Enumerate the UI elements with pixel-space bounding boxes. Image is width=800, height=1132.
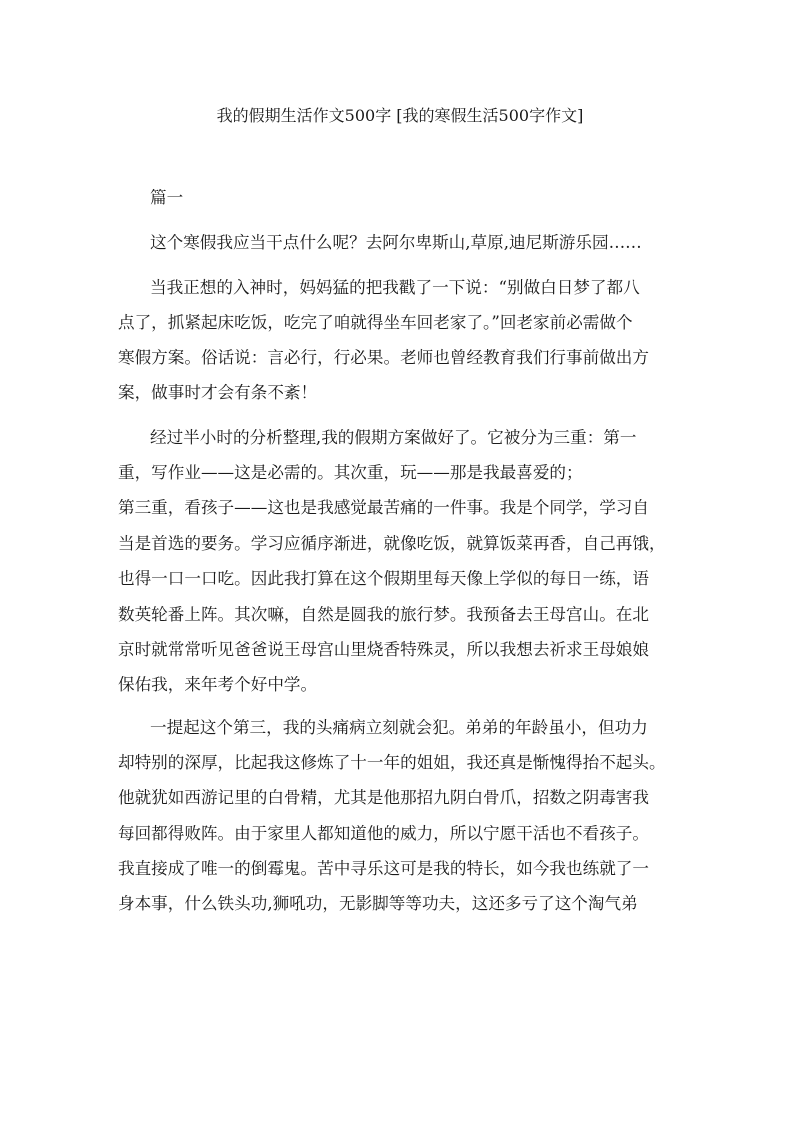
paragraph-line: 案，做事时才会有条不紊！	[118, 383, 318, 402]
paragraph-line: 保佑我，来年考个好中学。	[118, 675, 318, 694]
paragraph-line: 数英轮番上阵。其次嘛，自然是圆我的旅行梦。我预备去王母宫山。在北	[118, 605, 649, 624]
paragraph-line: 当是首选的要务。学习应循序渐进，就像吃饭，就算饭菜再香，自己再饿，	[118, 534, 666, 553]
paragraph-line: 经过半小时的分析整理,我的假期方案做好了。它被分为三重：第一	[150, 428, 637, 447]
paragraph-line: 第三重，看孩子——这也是我感觉最苦痛的一件事。我是个同学，学习自	[118, 498, 649, 517]
paragraph-line: 我直接成了唯一的倒霉鬼。苦中寻乐这可是我的特长，如今我也练就了一	[118, 859, 649, 878]
paragraph-line: 一提起这个第三，我的头痛病立刻就会犯。弟弟的年龄虽小，但功力	[150, 718, 648, 737]
paragraph-line: 这个寒假我应当干点什么呢？去阿尔卑斯山,草原,迪尼斯游乐园……	[150, 233, 642, 252]
paragraph-line: 他就犹如西游记里的白骨精，尤其是他那招九阴白骨爪，招数之阴毒害我	[118, 788, 649, 807]
document-title: 我的假期生活作文500字 [我的寒假生活500字作文]	[216, 106, 584, 125]
paragraph-line: 寒假方案。俗话说：言必行，行必果。老师也曾经教育我们行事前做出方	[118, 348, 649, 367]
paragraph-line: 点了，抓紧起床吃饭，吃完了咱就得坐车回老家了。”回老家前必需做个	[118, 313, 633, 332]
paragraph-line: 也得一口一口吃。因此我打算在这个假期里每天像上学似的每日一练，语	[118, 569, 649, 588]
paragraph-line: 身本事，什么铁头功,狮吼功，无影脚等等功夫，这还多亏了这个淘气弟	[118, 894, 638, 913]
paragraph-line: 当我正想的入神时，妈妈猛的把我戳了一下说：“别做白日梦了都八	[150, 278, 640, 297]
paragraph-line: 重，写作业——这是必需的。其次重，玩——那是我最喜爱的；	[118, 463, 583, 482]
paragraph-line: 每回都得败阵。由于家里人都知道他的威力，所以宁愿干活也不看孩子。	[118, 824, 649, 843]
paragraph-line: 京时就常常听见爸爸说王母宫山里烧香特殊灵，所以我想去祈求王母娘娘	[118, 640, 649, 659]
section-heading: 篇一	[150, 188, 184, 207]
paragraph-line: 却特别的深厚，比起我这修炼了十一年的姐姐，我还真是惭愧得抬不起头。	[118, 753, 666, 772]
